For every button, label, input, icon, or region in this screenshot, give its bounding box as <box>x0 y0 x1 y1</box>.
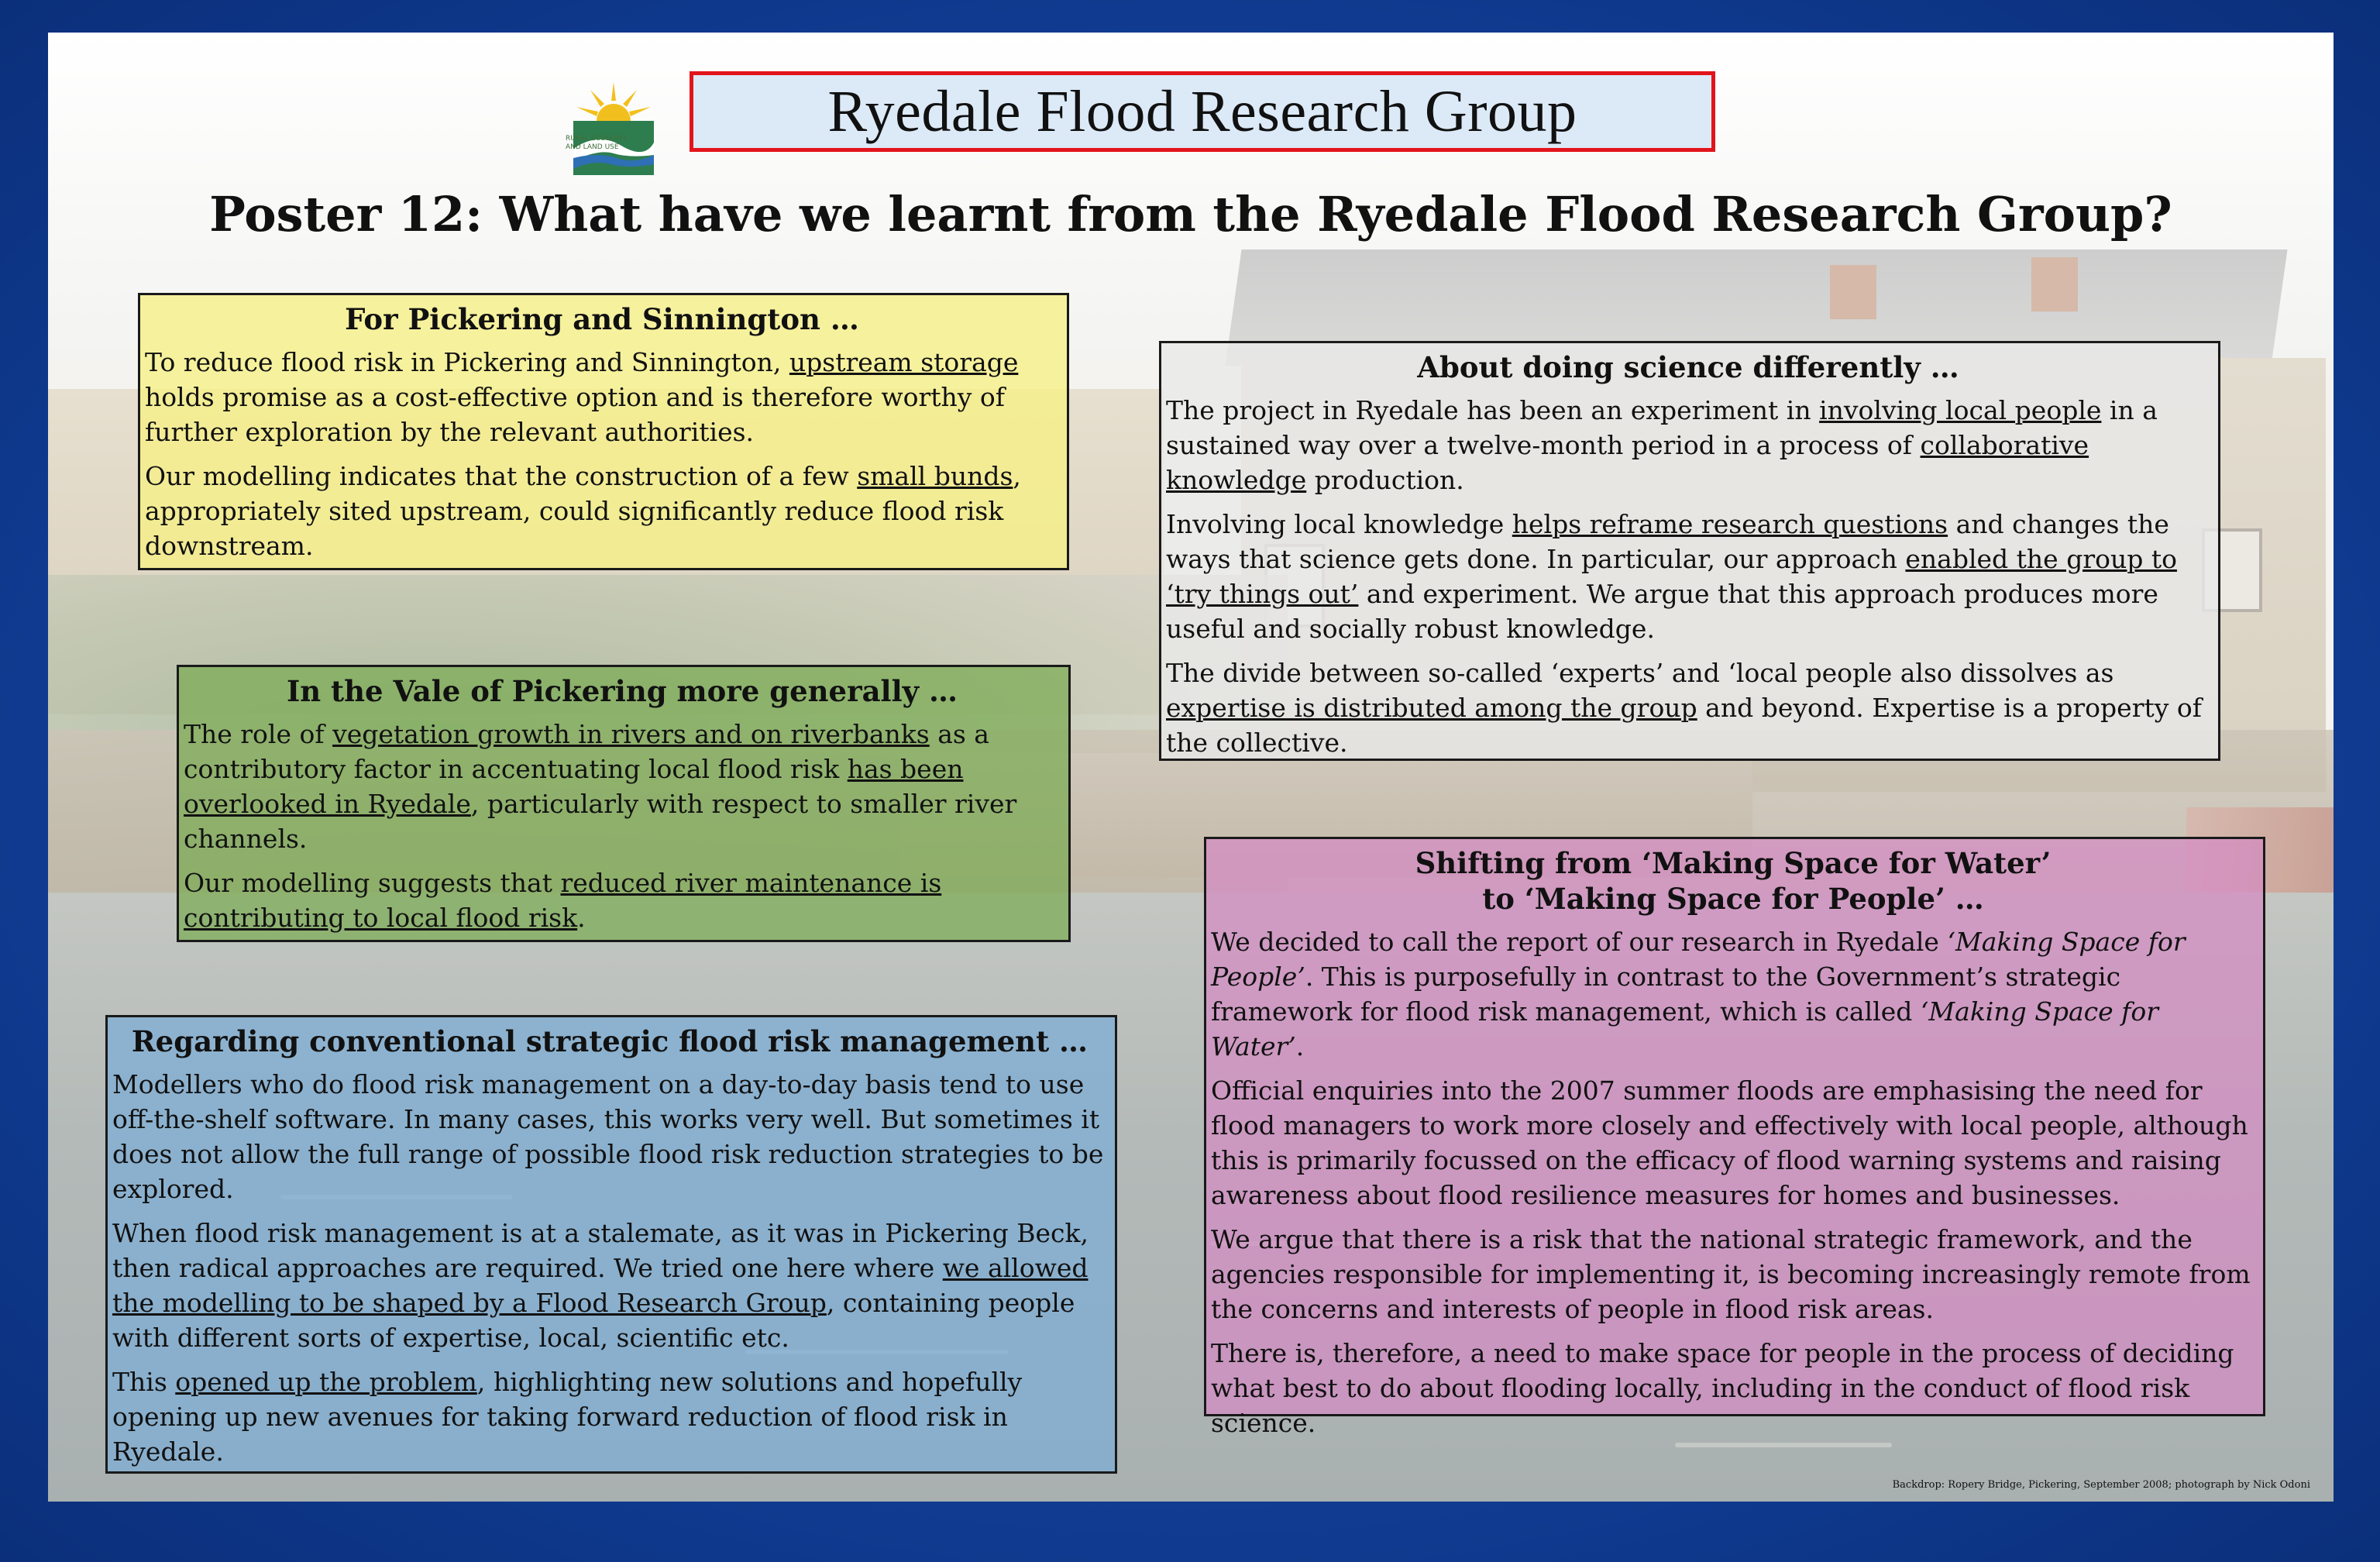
page-title: Ryedale Flood Research Group <box>827 78 1577 144</box>
conventional-paragraph-2: When flood risk management is at a stalemate, as it was in Pickering Beck, then radical approaches are required. We tried one here where we allowed the modelling to be shaped by a Flood Research Group, containing people with different sorts of expertise, local, scientific etc. <box>112 1218 1089 1353</box>
science-paragraph-3: The divide between so-called ‘experts’ and ‘local people also dissolves as expertise is distributed among the group and beyond. Expertise is a property of the collective. <box>1166 658 2202 758</box>
science-paragraph-2: Involving local knowledge helps reframe research questions and changes the ways that science gets done. In particular, our approach enabled the group to ‘try things out’ and experiment. We argue that this approach produces more useful and socially robust knowledge. <box>1166 509 2177 644</box>
pickering-paragraph-1: To reduce flood risk in Pickering and Sinnington, upstream storage holds promise as a cost-effective option and is therefore worthy of further exploration by the relevant authorities. <box>145 347 1019 447</box>
vale-box <box>177 665 1071 942</box>
shifting-paragraph-2: Official enquiries into the 2007 summer floods are emphasising the need for flood managers to work more closely and effectively with local people, although this is primarily focussed on the efficacy of flood warning systems and raising awareness about flood resilience measures for homes and businesses. <box>1211 1075 2248 1210</box>
logo-caption: RURAL ECONOMY AND LAND USE <box>566 135 627 151</box>
conventional-heading: Regarding conventional strategic flood risk management … <box>131 1024 1089 1058</box>
title-box <box>690 71 1715 152</box>
pickering-box <box>138 293 1069 570</box>
vale-paragraph-1: The role of vegetation growth in rivers and on riverbanks as a contributory factor in accentuating local flood risk has been overlooked in Ryedale, particularly with respect to smaller river channels. <box>184 719 1017 854</box>
pickering-paragraph-2: Our modelling indicates that the construction of a few small bunds, appropriately sited upstream, could significantly reduce flood risk downstream. <box>145 461 1021 561</box>
shifting-paragraph-4: There is, therefore, a need to make space for people in the process of deciding what best to do about flooding locally, including in the conduct of flood risk science. <box>1211 1338 2234 1438</box>
science-heading: About doing science differently … <box>1417 350 1959 384</box>
shifting-heading: Shifting from ‘Making Space for Water’ to ‘Making Space for People’ … <box>1415 846 2052 916</box>
conventional-box <box>105 1015 1117 1474</box>
vale-heading: In the Vale of Pickering more generally … <box>286 674 958 708</box>
shifting-paragraph-3: We argue that there is a risk that the national strategic framework, and the agencies responsible for implementing it, is becoming increasingly remote from the concerns and interests of people in flood risk areas. <box>1211 1224 2251 1324</box>
conventional-paragraph-3: This opened up the problem, highlighting new solutions and hopefully opening up new avenues for taking forward reduction of flood risk in Ryedale. <box>112 1367 1023 1467</box>
science-paragraph-1: The project in Ryedale has been an experiment in involving local people in a sustained way over a twelve-month period in a process of collaborative knowledge production. <box>1166 395 2158 495</box>
photo-credit: Backdrop: Ropery Bridge, Pickering, September 2008; photograph by Nick Odoni <box>1892 1479 2310 1491</box>
pickering-heading: For Pickering and Sinnington … <box>345 302 859 336</box>
science-box <box>1159 341 2220 761</box>
poster-subtitle: Poster 12: What have we learnt from the Ryedale Flood Research Group? <box>209 186 2172 243</box>
conventional-paragraph-1: Modellers who do flood risk management on a day-to-day basis tend to use off-the-shelf software. In many cases, this works very well. But sometimes it does not allow the full range of possible flood risk reduction strategies to be explored. <box>112 1069 1104 1204</box>
shifting-paragraph-1: We decided to call the report of our research in Ryedale ‘Making Space for People’. This is purposefully in contrast to the Government’s strategic framework for flood risk management, which is called ‘Making Space for Water’. <box>1211 927 2186 1061</box>
poster <box>48 33 2334 1502</box>
vale-paragraph-2: Our modelling suggests that reduced river maintenance is contributing to local flood risk. <box>184 868 942 933</box>
shifting-box <box>1204 837 2265 1438</box>
